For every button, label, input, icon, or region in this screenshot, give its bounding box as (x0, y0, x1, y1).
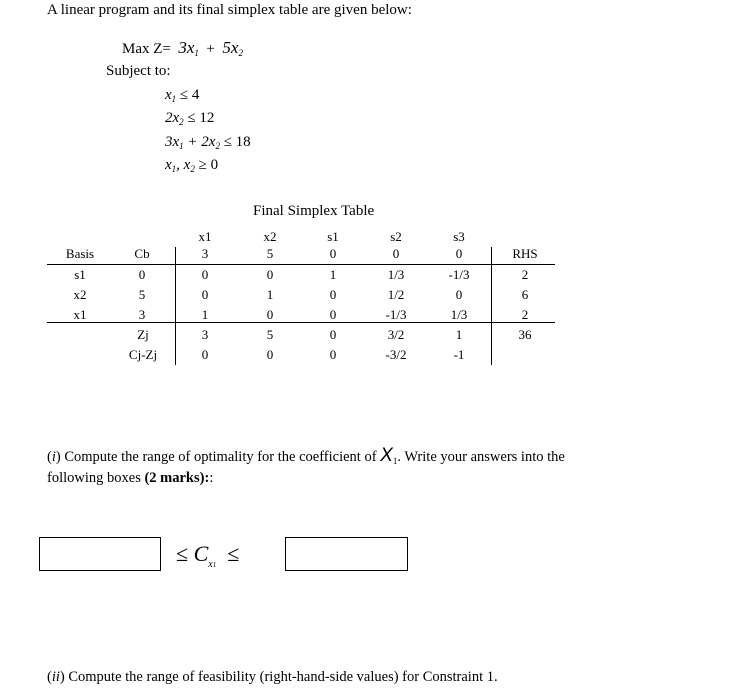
non-negativity-constraint: $x_1$, $x_2 \ge 0$ (165, 157, 219, 174)
lower-bound-answer-box[interactable] (39, 537, 161, 571)
table-title: Final Simplex Table (253, 203, 375, 219)
zj-label: Zj (137, 327, 149, 342)
cjzj-value: -1 (453, 347, 465, 362)
rhs-value: 2 (521, 307, 529, 322)
rhs-value: 2 (521, 267, 529, 282)
table-divider (491, 247, 492, 365)
cjzj-value: 0 (329, 347, 337, 362)
constraint-2: $2x_2 \le 12$ (165, 110, 215, 127)
zj-value: 3/2 (387, 327, 405, 342)
optimality-range-inequality: ≤ $C_{x1}$ ≤ (176, 541, 240, 570)
table-cell: -1/3 (448, 267, 470, 282)
table-cell: 0 (201, 287, 209, 302)
var-header: x1 (198, 229, 212, 244)
cb-value: 0 (138, 267, 146, 282)
basis-var: x1 (73, 307, 87, 322)
var-header: x2 (263, 229, 277, 244)
table-cell: 1 (201, 307, 209, 322)
objective-function: Max $Z= 3x_1 + 5x_2$ (122, 38, 243, 58)
cb-header: Cb (134, 246, 150, 261)
table-cell: 0 (266, 267, 274, 282)
question-2: (ii) Compute the range of feasibility (right-hand-side values) for Constraint 1. (47, 669, 498, 685)
cjzj-value: -3/2 (385, 347, 407, 362)
table-cell: 1/3 (387, 267, 405, 282)
table-cell: 1 (329, 267, 337, 282)
basis-var: x2 (73, 287, 87, 302)
table-cell: 1/3 (450, 307, 468, 322)
cjzj-label: Cj-Zj (128, 347, 158, 362)
var-header: s1 (327, 229, 339, 244)
table-divider (175, 247, 176, 365)
table-cell: 0 (329, 307, 337, 322)
cjzj-value: 0 (266, 347, 274, 362)
obj-coeff: 5 (266, 246, 274, 261)
basis-var: s1 (74, 267, 86, 282)
table-cell: 0 (455, 287, 463, 302)
constraint-1: $x_1 \le 4$ (165, 87, 200, 104)
table-cell: 0 (201, 267, 209, 282)
table-cell: 1 (266, 287, 274, 302)
basis-header: Basis (65, 246, 95, 261)
table-rule (47, 264, 555, 265)
obj-coeff: 3 (201, 246, 209, 261)
rhs-header: RHS (512, 246, 538, 261)
question-1: (i) Compute the range of optimality for the coefficient of $X_1$. Write your answers into the (47, 445, 565, 466)
table-cell: 0 (329, 287, 337, 302)
table-cell: 0 (266, 307, 274, 322)
zj-value: 3 (201, 327, 209, 342)
upper-bound-answer-box[interactable] (285, 537, 408, 571)
rhs-value: 6 (521, 287, 529, 302)
obj-coeff: 0 (329, 246, 337, 261)
var-header: s3 (453, 229, 465, 244)
cb-value: 5 (138, 287, 146, 302)
table-cell: -1/3 (385, 307, 407, 322)
question-1-line-2: following boxes (2 marks):: (47, 470, 214, 486)
zj-value: 0 (329, 327, 337, 342)
zj-value: 1 (455, 327, 463, 342)
cjzj-value: 0 (201, 347, 209, 362)
objective-prefix: Max Z= (122, 41, 171, 57)
zj-rhs: 36 (518, 327, 532, 342)
table-rule (47, 322, 555, 323)
obj-coeff: 0 (392, 246, 400, 261)
zj-value: 5 (266, 327, 274, 342)
cb-value: 3 (138, 307, 146, 322)
obj-coeff: 0 (455, 246, 463, 261)
subject-to-label: Subject to: (106, 63, 171, 79)
table-cell: 1/2 (387, 287, 405, 302)
var-header: s2 (390, 229, 402, 244)
constraint-3: $3x_1 + 2x_2 \le 18$ (165, 134, 251, 151)
intro-text: A linear program and its final simplex table are given below: (47, 2, 412, 18)
